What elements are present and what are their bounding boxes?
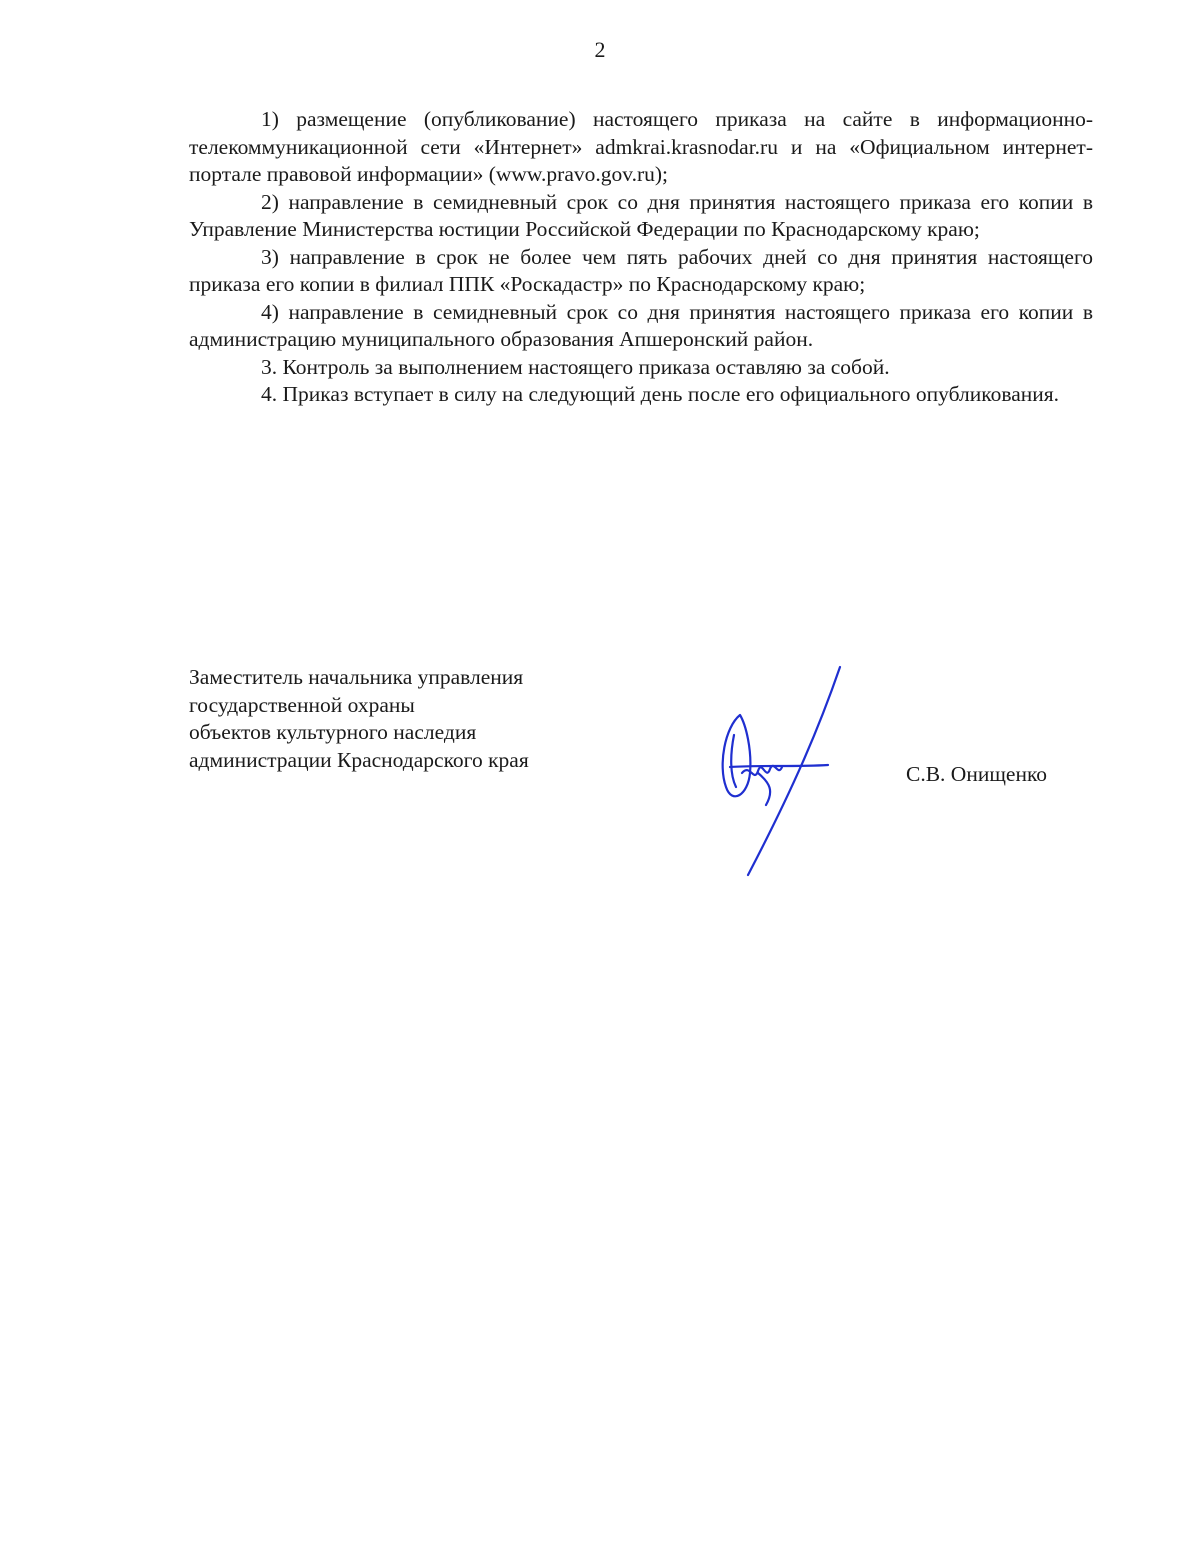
paragraph-item-1: 1) размещение (опубликование) настоящего приказа на сайте в информационно-телекоммуникационной сети «Интернет» admkrai.krasnodar.ru и на «Официальном интернет-портале правовой информации» (www.pravo.gov.ru); (189, 107, 1093, 186)
signatory-name: С.В. Онищенко (906, 762, 1048, 786)
position-line: администрации Краснодарского края (189, 747, 529, 772)
paragraph-item-3: 3) направление в срок не более чем пять рабочих дней со дня принятия настоящего приказа его копии в филиал ППК «Роскадастр» по Краснодарскому краю; (189, 244, 1093, 296)
position-line: Заместитель начальника управления (189, 665, 524, 689)
signatory-position (189, 664, 669, 774)
document-body (189, 106, 1093, 409)
paragraph-item-4: 4) направление в семидневный срок со дня принятия настоящего приказа его копии в администрацию муниципального образования Апшеронский район. (189, 299, 1093, 351)
paragraph-item-2: 2) направление в семидневный срок со дня принятия настоящего приказа его копии в Управление Министерства юстиции Российской Федерации по Краснодарскому краю; (189, 189, 1093, 241)
paragraph-control: 3. Контроль за выполнением настоящего приказа оставляю за собой. (261, 354, 890, 379)
handwritten-signature (700, 655, 870, 885)
position-line: объектов культурного наследия (189, 720, 477, 744)
paragraph-effective-date: 4. Приказ вступает в силу на следующий день после его официального опубликования. (261, 382, 1060, 406)
page-number: 2 (594, 37, 606, 62)
position-line: государственной охраны (189, 692, 415, 717)
